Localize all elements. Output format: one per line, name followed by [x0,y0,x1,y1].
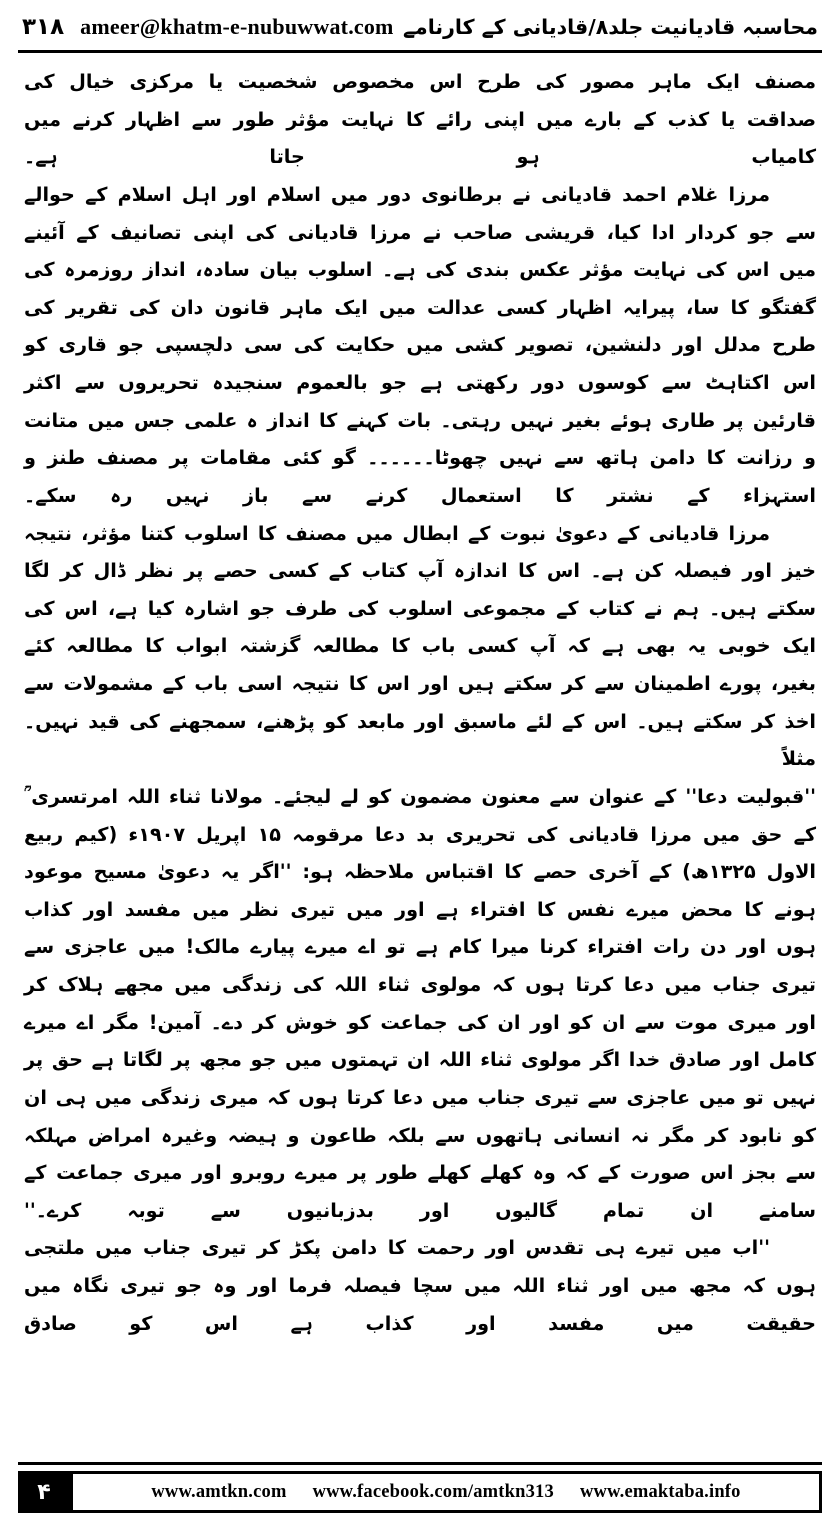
paragraph-3: مرزا قادیانی کے دعویٰ نبوت کے ابطال میں مصنف کا اسلوب کتنا مؤثر، نتیجہ خیز اور فیصلہ کن ہے۔ اس کا اندازہ آپ کتاب کے کسی حصے پر نظر ڈال کر لگا سکتے ہیں۔ ہم نے کتاب کے مجموعی اسلوب کی طرف جو اشارہ کیا ہے، اس کی ایک خوبی یہ بھی ہے کہ آپ کسی باب کا مطالعہ گزشتہ ابواب کا مطالعہ کئے بغیر، پورے اطمینان سے کر سکتے ہیں اور اس کا نتیجہ اسی باب کے مشمولات سے اخذ کر سکتے ہیں۔ اس کے لئے ماسبق اور مابعد کو پڑھنے، سمجھنے کی قید نہیں۔ مثلاً [24,521,816,771]
footer-divider [18,1462,822,1465]
header-email: ameer@khatm-e-nubuwwat.com [80,14,394,39]
footer-links [70,1471,822,1513]
footer-link-facebook[interactable]: www.facebook.com/amtkn313 [312,1481,554,1502]
page-body [0,53,840,1342]
page-header [0,0,840,46]
header-left-group [22,14,394,40]
page-footer [0,1462,840,1540]
header-book-title: محاسبہ قادیانیت جلد۸/قادیانی کے کارنامے [403,15,818,39]
footer-link-emaktaba[interactable]: www.emaktaba.info [579,1481,741,1502]
footer-page-number: ۴ [18,1471,70,1513]
header-page-number: ۳۱۸ [22,14,65,40]
paragraph-2: مرزا غلام احمد قادیانی نے برطانوی دور میں اسلام اور اہل اسلام کے حوالے سے جو کردار ادا کیا، قریشی صاحب نے مرزا قادیانی کی اپنی تصانیف کے آئینے میں اس کی نہایت مؤثر عکس بندی کی ہے۔ اسلوب بیان سادہ، انداز روزمرہ کی گفتگو کا سا، پیرایہ اظہار کسی عدالت میں ایک ماہر قانون دان کی تقریر کی طرح مدلل اور دلنشین، تصویر کشی میں حکایت کی سی دلچسپی جو قاری کو اس اکتاہٹ سے کوسوں دور رکھتی ہے جو بالعموم سنجیدہ تحریروں سے اکثر قارئین پر طاری ہوئے بغیر نہیں رہتی۔ بات کہنے کا انداز ہ علمی جس میں متانت و رزانت کا دامن ہاتھ سے نہیں چھوٹا۔۔۔۔۔۔ گو کئی مقامات پر مصنف طنز و استہزاء کے نشتر کا استعمال کرنے سے باز نہیں رہ سکے۔ [24,182,816,507]
paragraph-1: مصنف ایک ماہر مصور کی طرح اس مخصوص شخصیت یا مرکزی خیال کی صداقت یا کذب کے بارے میں اپنی رائے کا نہایت مؤثر طور سے اظہار کرنے میں کامیاب ہو جاتا ہے۔ [24,70,816,169]
paragraph-4: ''قبولیت دعا'' کے عنوان سے معنون مضمون کو لے لیجئے۔ مولانا ثناء اللہ امرتسری ؒ کے حق میں مرزا قادیانی کی تحریری بد دعا مرقومہ ۱۵ اپریل ۱۹۰۷ء (کیم ربیع الاول ۱۳۲۵ھ) کے آخری حصے کا اقتباس ملاحظہ ہو: ''اگر یہ دعویٰ مسیح موعود ہونے کا محض میرے نفس کا افتراء ہے اور میں تیری نظر میں مفسد اور کذاب ہوں اور دن رات افتراء کرنا میرا کام ہے تو اے میرے پیارے مالک! میں عاجزی سے تیری جناب میں دعا کرتا ہوں کہ مولوی ثناء اللہ کی زندگی میں مجھے ہلاک کر اور میری موت سے ان کو اور ان کی جماعت کو خوش کر دے۔ آمین! مگر اے میرے کامل اور صادق خدا اگر مولوی ثناء اللہ ان تہمتوں میں جو مجھ پر لگاتا ہے حق پر نہیں تو میں عاجزی سے تیری جناب میں دعا کرتا ہوں کہ میری زندگی میں ہی ان کو نابود کر مگر نہ انسانی ہاتھوں سے بلکہ طاعون و ہیضہ وغیرہ امراض مہلکہ سے بجز اس صورت کے کہ وہ کھلے کھلے طور پر میرے روبرو اور میری جماعت کے سامنے ان تمام گالیوں اور بدزبانیوں سے توبہ کرے۔'' [24,784,817,1222]
paragraph-5: ''اب میں تیرے ہی تقدس اور رحمت کا دامن پکڑ کر تیری جناب میں ملتجی ہوں کہ مجھ میں اور ثناء اللہ میں سچا فیصلہ فرما اور وہ جو تیری نگاہ میں حقیقت میں مفسد اور کذاب ہے اس کو صادق [24,1236,816,1335]
footer-bar [18,1471,822,1513]
footer-link-website[interactable]: www.amtkn.com [151,1481,287,1502]
